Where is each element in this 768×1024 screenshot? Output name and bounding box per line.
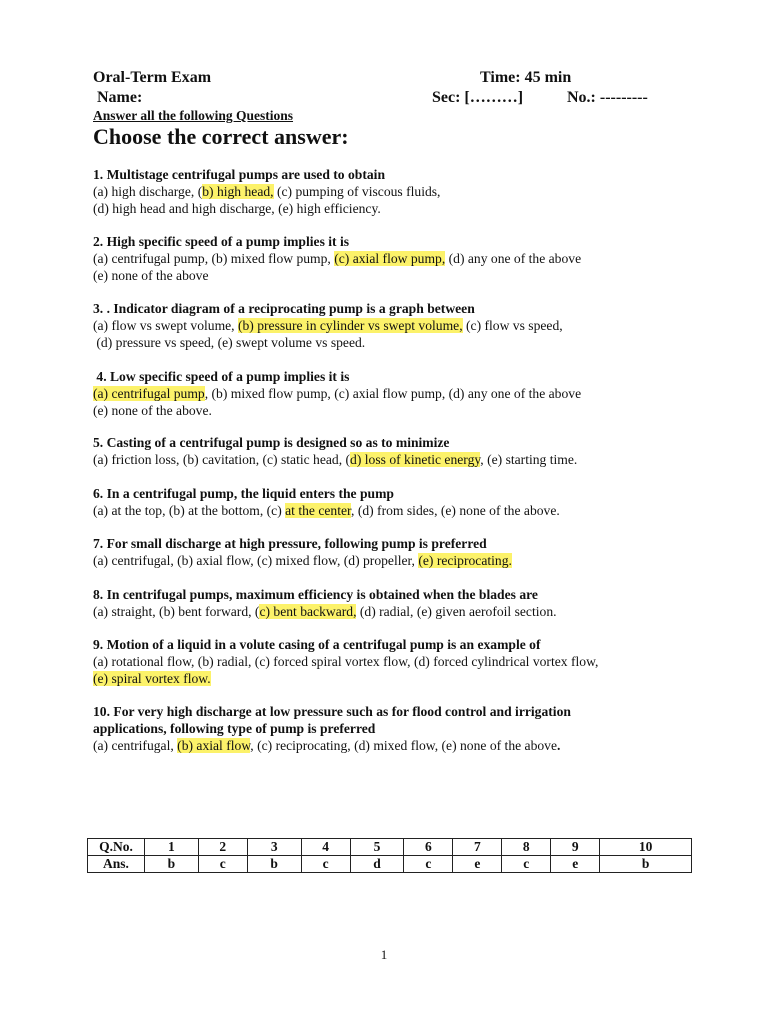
question-3-text: 3. . Indicator diagram of a reciprocating pump is a graph between xyxy=(93,301,475,316)
table-cell-qno: 9 xyxy=(551,839,600,856)
table-cell-answer: c xyxy=(404,856,453,873)
option-text: , (e) starting time. xyxy=(480,451,578,467)
question-5-options-line-1 xyxy=(93,452,693,469)
exam-time: Time: 45 min xyxy=(480,69,572,86)
option-text: , (d) from sides, (e) none of the above. xyxy=(351,502,560,518)
table-header-qno: Q.No. xyxy=(88,839,145,856)
question-8-options-line-1 xyxy=(93,604,693,621)
correct-answer-highlight: (c) axial flow pump, xyxy=(334,250,446,266)
correct-answer-highlight: (e) spiral vortex flow. xyxy=(93,670,211,686)
option-text: (a) centrifugal, (b) axial flow, (c) mixed flow, (d) propeller, xyxy=(93,552,419,568)
correct-answer-highlight: c) bent backward, xyxy=(259,603,357,619)
option-text: (c) flow vs speed, xyxy=(462,317,563,333)
option-text: , (c) reciprocating, (d) mixed flow, (e) none of the above xyxy=(250,737,558,753)
table-cell-qno: 2 xyxy=(198,839,247,856)
section-label: Sec: [………] xyxy=(432,89,524,106)
option-text: (a) straight, (b) bent forward, ( xyxy=(93,603,260,619)
question-2-options-line-1 xyxy=(93,251,693,268)
table-cell-answer: c xyxy=(198,856,247,873)
table-cell-qno: 10 xyxy=(600,839,692,856)
table-cell-answer: c xyxy=(502,856,551,873)
answer-table xyxy=(87,838,692,873)
option-text: (a) rotational flow, (b) radial, (c) forced spiral vortex flow, (d) forced cylindrical vortex flow, xyxy=(93,653,599,669)
question-4 xyxy=(93,369,693,419)
table-cell-answer: b xyxy=(600,856,692,873)
question-5 xyxy=(93,435,693,469)
question-10 xyxy=(93,704,693,754)
question-1-options-line-1 xyxy=(93,184,693,201)
question-4-options-line-2 xyxy=(93,403,693,420)
table-header-ans: Ans. xyxy=(88,856,145,873)
option-text: (d) high head and high discharge, (e) high efficiency. xyxy=(93,200,381,216)
question-10-text: 10. For very high discharge at low pressure such as for flood control and irrigation xyxy=(93,704,571,719)
question-2-text: 2. High specific speed of a pump implies it is xyxy=(93,234,350,249)
name-label: Name: xyxy=(97,89,143,106)
correct-answer-highlight: at the center xyxy=(285,502,352,518)
question-3-options-line-2 xyxy=(93,335,693,352)
table-cell-answer: e xyxy=(551,856,600,873)
option-text: (a) centrifugal, xyxy=(93,737,178,753)
question-1-text: 1. Multistage centrifugal pumps are used to obtain xyxy=(93,167,386,182)
option-text: (a) flow vs swept volume, xyxy=(93,317,238,333)
correct-answer-highlight: (a) centrifugal pump xyxy=(93,385,205,401)
question-3-options-line-1 xyxy=(93,318,693,335)
table-cell-qno: 6 xyxy=(404,839,453,856)
option-text: (e) none of the above. xyxy=(93,402,212,418)
table-row-question-numbers xyxy=(88,839,692,856)
option-text: (c) pumping of viscous fluids, xyxy=(273,183,441,199)
table-cell-qno: 5 xyxy=(350,839,404,856)
table-cell-answer: d xyxy=(350,856,404,873)
option-text: (d) radial, (e) given aerofoil section. xyxy=(356,603,557,619)
question-9-text: 9. Motion of a liquid in a volute casing of a centrifugal pump is an example of xyxy=(93,637,541,652)
question-1 xyxy=(93,167,693,217)
question-1-options-line-2 xyxy=(93,201,693,218)
question-9-options-line-2 xyxy=(93,671,693,688)
option-end-period: . xyxy=(557,737,561,753)
question-7-options-line-1 xyxy=(93,553,693,570)
table-cell-answer: b xyxy=(247,856,301,873)
instruction-text: Answer all the following Questions xyxy=(93,108,294,123)
question-6 xyxy=(93,486,693,520)
page-number: 1 xyxy=(380,947,388,962)
option-text: (a) friction loss, (b) cavitation, (c) static head, ( xyxy=(93,451,351,467)
exam-title: Oral-Term Exam xyxy=(93,69,212,86)
table-row-answers xyxy=(88,856,692,873)
question-7 xyxy=(93,536,693,570)
correct-answer-highlight: (e) reciprocating. xyxy=(418,552,512,568)
table-cell-answer: e xyxy=(453,856,502,873)
table-cell-qno: 1 xyxy=(145,839,199,856)
section-title: Choose the correct answer: xyxy=(93,124,349,149)
option-text: (a) centrifugal pump, (b) mixed flow pump, xyxy=(93,250,335,266)
question-6-options-line-1 xyxy=(93,503,693,520)
question-5-text: 5. Casting of a centrifugal pump is designed so as to minimize xyxy=(93,435,450,450)
correct-answer-highlight: d) loss of kinetic energy xyxy=(350,451,481,467)
question-6-text: 6. In a centrifugal pump, the liquid enters the pump xyxy=(93,486,394,501)
number-label: No.: --------- xyxy=(567,89,648,106)
question-2 xyxy=(93,234,693,284)
option-text: (d) pressure vs speed, (e) swept volume vs speed. xyxy=(93,334,366,350)
question-2-options-line-2 xyxy=(93,268,693,285)
question-8 xyxy=(93,587,693,621)
correct-answer-highlight: (b) pressure in cylinder vs swept volume, xyxy=(237,317,463,333)
option-text: (e) none of the above xyxy=(93,267,209,283)
question-3 xyxy=(93,301,693,351)
question-9-options-line-1 xyxy=(93,654,693,671)
correct-answer-highlight: b) high head, xyxy=(202,183,274,199)
option-text: (a) at the top, (b) at the bottom, (c) xyxy=(93,502,286,518)
table-cell-qno: 7 xyxy=(453,839,502,856)
table-cell-qno: 4 xyxy=(301,839,350,856)
question-4-options-line-1 xyxy=(93,386,693,403)
option-text: (d) any one of the above xyxy=(445,250,582,266)
question-10-options-line-1 xyxy=(93,738,693,755)
question-4-text: 4. Low specific speed of a pump implies it is xyxy=(93,369,350,384)
table-cell-qno: 3 xyxy=(247,839,301,856)
question-7-text: 7. For small discharge at high pressure, following pump is preferred xyxy=(93,536,487,551)
correct-answer-highlight: (b) axial flow xyxy=(177,737,251,753)
question-8-text: 8. In centrifugal pumps, maximum efficiency is obtained when the blades are xyxy=(93,587,538,602)
option-text: , (b) mixed flow pump, (c) axial flow pump, (d) any one of the above xyxy=(204,385,582,401)
table-cell-answer: b xyxy=(145,856,199,873)
table-cell-answer: c xyxy=(301,856,350,873)
question-10-text-continued: applications, following type of pump is preferred xyxy=(93,720,376,736)
table-cell-qno: 8 xyxy=(502,839,551,856)
option-text: (a) high discharge, ( xyxy=(93,183,203,199)
question-9 xyxy=(93,637,693,687)
